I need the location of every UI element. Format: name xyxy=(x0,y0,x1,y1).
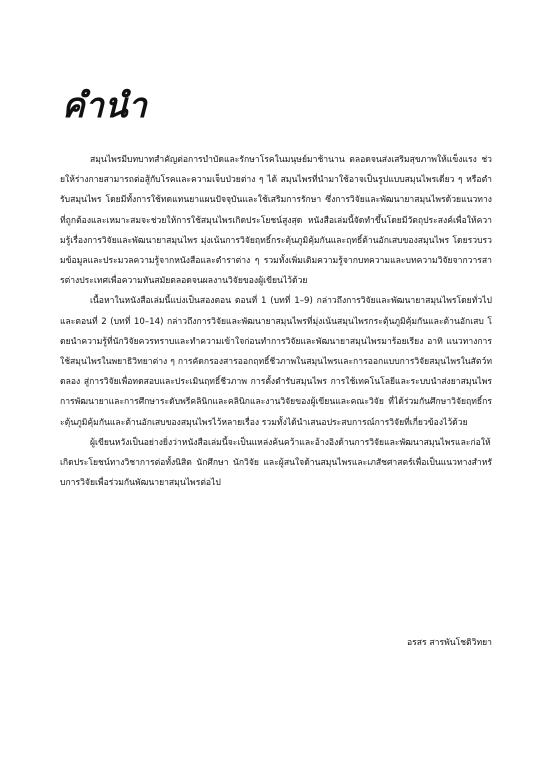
paragraph-1: สมุนไพรมีบทบาทสำคัญต่อการบำบัดและรักษาโรคในมนุษย์มาช้านาน ตลอดจนส่งเสริมสุขภาพให้แข็งแรง ช่วยให้ร่างกายสามารถต่อสู้กับโรคและความเจ็บป่วยต่าง ๆ ได้ สมุนไพรที่นำมาใช้อาจเป็นรูปแบบสมุนไพรเดี่ยว ๆ หรือตำรับสมุนไพร โดยมีทั้งการใช้ทดแทนยาแผนปัจจุบันและใช้เสริมการรักษา ซึ่งการวิจัยและพัฒนายาสมุนไพรด้วยแนวทางที่ถูกต้องและเหมาะสมจะช่วยให้การใช้สมุนไพรเกิดประโยชน์สูงสุด หนังสือเล่มนี้จัดทำขึ้นโดยมีวัตถุประสงค์เพื่อให้ความรู้เรื่องการวิจัยและพัฒนายาสมุนไพร มุ่งเน้นการวิจัยฤทธิ์กระตุ้นภูมิคุ้มกันและฤทธิ์ต้านอักเสบของสมุนไพร โดยรวบรวมข้อมูลและประมวลความรู้จากหนังสือและตำราต่าง ๆ รวมทั้งเพิ่มเติมความรู้จากบทความและบทความวิจัยจากวารสารต่างประเทศเพื่อความทันสมัยตลอดจนผลงานวิจัยของผู้เขียนไว้ด้วย xyxy=(60,155,492,287)
paragraph-3: ผู้เขียนหวังเป็นอย่างยิ่งว่าหนังสือเล่มนี้จะเป็นแหล่งค้นคว้าและอ้างอิงด้านการวิจัยและพัฒนาสมุนไพรและก่อให้เกิดประโยชน์ทางวิชาการต่อทั้งนิสิต นักศึกษา นักวิจัย และผู้สนใจด้านสมุนไพรและเภสัชศาสตร์เพื่อเป็นแนวทางสำหรับการวิจัยเพื่อร่วมกันพัฒนายาสมุนไพรต่อไป xyxy=(60,437,492,489)
paragraph-2: เนื้อหาในหนังสือเล่มนี้แบ่งเป็นสองตอน ตอนที่ 1 (บทที่ 1–9) กล่าวถึงการวิจัยและพัฒนายาสมุนไพรโดยทั่วไป และตอนที่ 2 (บทที่ 10–14) กล่าวถึงการวิจัยและพัฒนายาสมุนไพรที่มุ่งเน้นสมุนไพรกระตุ้นภูมิคุ้มกันและต้านอักเสบ โดยนำความรู้ที่นักวิจัยควรทราบและทำความเข้าใจก่อนทำการวิจัยและพัฒนายาสมุนไพรมาร้อยเรียง อาทิ แนวทางการใช้สมุนไพรในพยาธิวิทยาต่าง ๆ การคัดกรองสารออกฤทธิ์ชีวภาพในสมุนไพรและการออกแบบการวิจัยสมุนไพรในสัตว์ทดลอง สู่การวิจัยเพื่อทดสอบและประเมินฤทธิ์ชีวภาพ การตั้งตำรับสมุนไพร การใช้เทคโนโลยีและระบบนำส่งยาสมุนไพร การพัฒนายาและการศึกษาระดับพรีคลินิกและคลินิกและงานวิจัยของผู้เขียนและคณะวิจัย ที่ได้ร่วมกันศึกษาวิจัยฤทธิ์กระตุ้นภูมิคุ้มกันและต้านอักเสบของสมุนไพรไว้หลายเรื่อง รวมทั้งได้นำเสนอประสบการณ์การวิจัยที่เกี่ยวข้องไว้ด้วย xyxy=(60,296,492,428)
author-signature: อรสร สารพันโชติวิทยา xyxy=(407,638,492,648)
preface-body xyxy=(60,150,492,493)
page-title: คำนำ xyxy=(62,86,148,126)
